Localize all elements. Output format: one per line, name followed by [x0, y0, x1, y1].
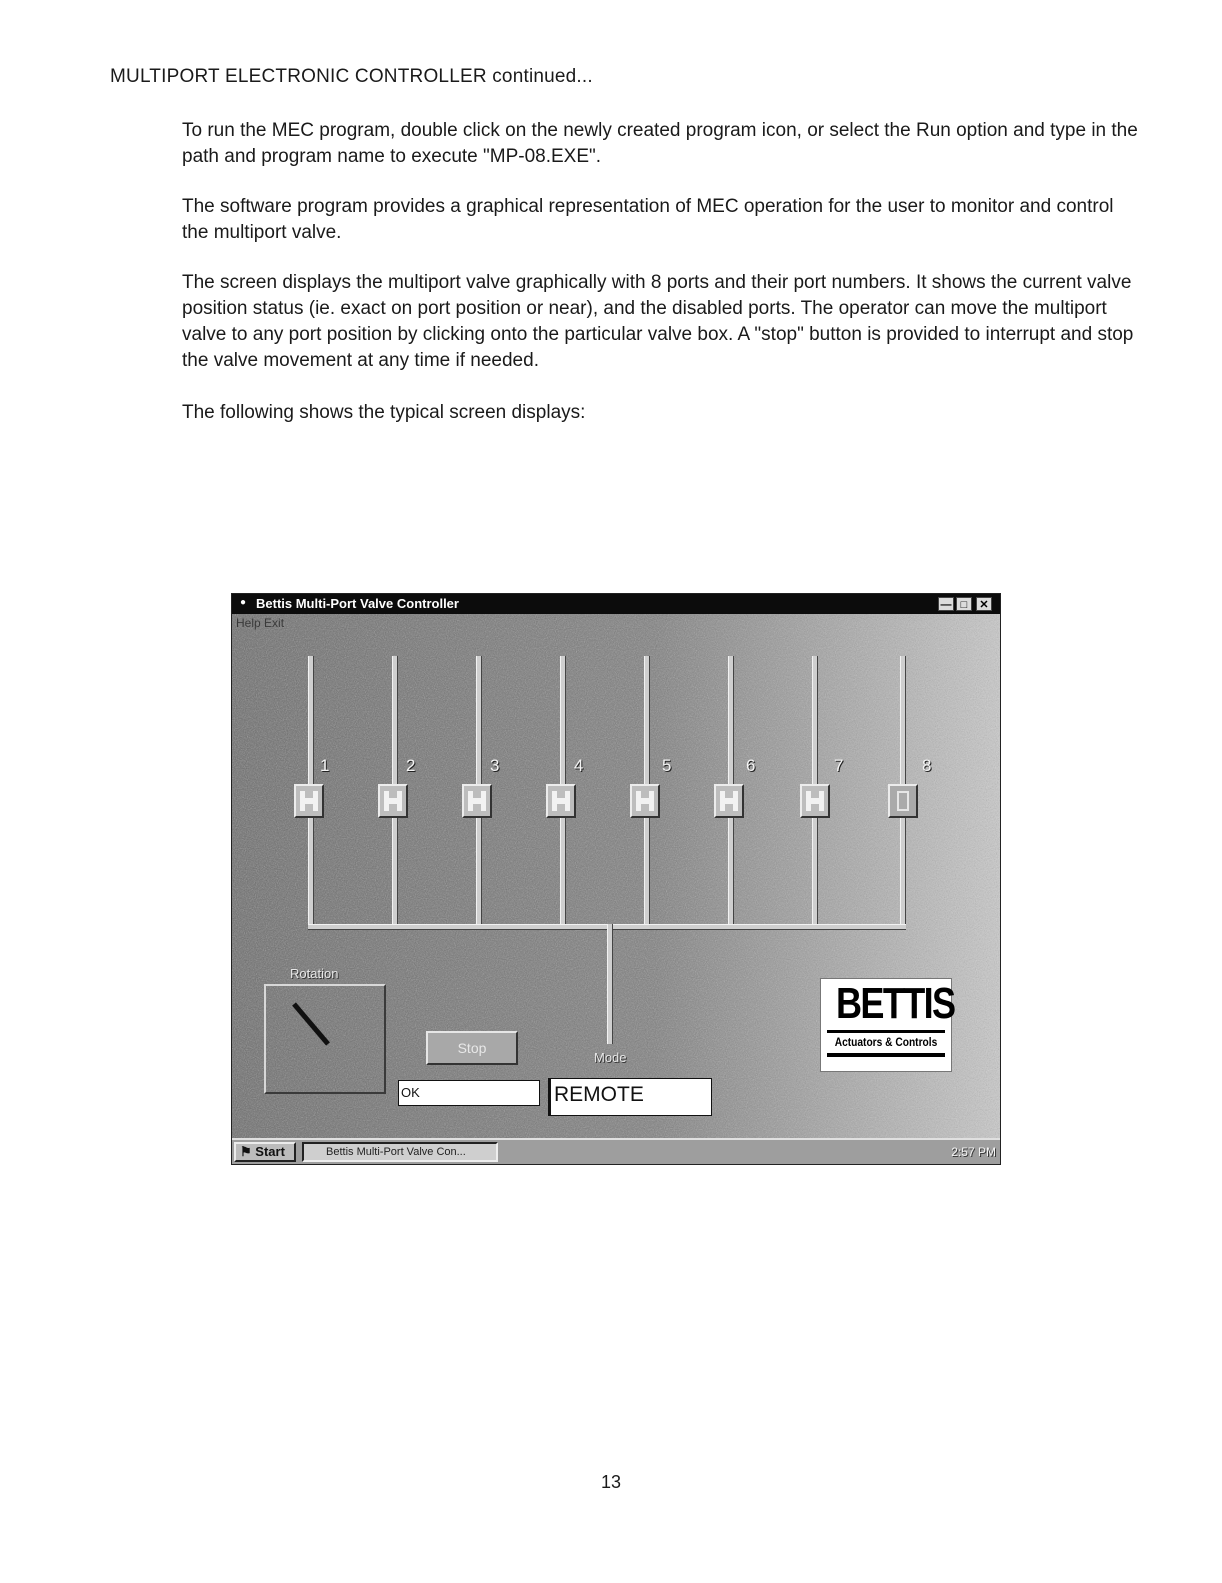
- valve-status-field: OK: [398, 1080, 540, 1106]
- valve-icon: [550, 789, 572, 813]
- window-title-bar[interactable]: [232, 594, 1000, 614]
- controller-window-screenshot: [231, 593, 1001, 1165]
- manifold-outlet-pipe: [607, 924, 613, 1044]
- logo-rule: [827, 1053, 945, 1057]
- valve-box-port-8-disabled[interactable]: [888, 784, 918, 818]
- valve-box-port-1[interactable]: [294, 784, 324, 818]
- window-title: Bettis Multi-Port Valve Controller: [256, 596, 459, 611]
- valve-icon: [634, 789, 656, 813]
- start-button[interactable]: [234, 1142, 296, 1162]
- valve-box-port-5[interactable]: [630, 784, 660, 818]
- port-number-7: 7: [834, 756, 844, 775]
- maximize-button[interactable]: [956, 597, 972, 611]
- port-number-2: 2: [406, 756, 416, 775]
- valve-icon: [382, 789, 404, 813]
- close-icon: ✕: [979, 599, 989, 611]
- port-number-1: 1: [320, 756, 330, 775]
- logo-brand: BETTIS: [835, 979, 955, 1028]
- port-number-3: 3: [490, 756, 500, 775]
- taskbar-item-valve-controller[interactable]: Bettis Multi-Port Valve Con...: [302, 1142, 498, 1162]
- mode-label: Mode: [594, 1050, 627, 1065]
- taskbar-clock: 2:57 PM: [951, 1145, 996, 1159]
- minimize-button[interactable]: [938, 597, 954, 611]
- mode-field: REMOTE: [548, 1078, 712, 1116]
- valve-box-port-7[interactable]: [800, 784, 830, 818]
- bettis-logo: [820, 978, 955, 1072]
- paragraph-run-instructions: To run the MEC program, double click on the newly created program icon, or select the Run option and type in the path and program name to execute "MP-08.EXE".: [182, 120, 1138, 167]
- paragraph-software-overview: The software program provides a graphical representation of MEC operation for the user to monitor and control the multiport valve.: [182, 196, 1114, 243]
- port-number-8: 8: [922, 756, 932, 775]
- document-header: MULTIPORT ELECTRONIC CONTROLLER continued...: [110, 66, 593, 87]
- logo-rule: [827, 1030, 945, 1033]
- menu-item-help[interactable]: Help: [236, 616, 261, 630]
- menu-item-exit[interactable]: Exit: [264, 616, 285, 630]
- valve-icon: [718, 789, 740, 813]
- rotation-label: Rotation: [290, 966, 339, 981]
- valve-box-port-4[interactable]: [546, 784, 576, 818]
- windows-taskbar: [232, 1138, 1000, 1164]
- valve-icon: [298, 789, 320, 813]
- port-number-6: 6: [746, 756, 756, 775]
- logo-tagline: Actuators & Controls: [834, 1035, 938, 1049]
- paragraph-screen-description: The screen displays the multiport valve graphically with 8 ports and their port numbers. It shows the current valve position status (ie. exact on port position or near), and the disabled ports. The operator can move the multiport valve to any port position by clicking onto the particular valve box. A "stop" button is provided to interrupt and stop the valve movement at any time if needed.: [182, 272, 1134, 371]
- port-number-4: 4: [574, 756, 584, 775]
- valve-icon: [466, 789, 488, 813]
- valve-box-port-3[interactable]: [462, 784, 492, 818]
- valve-box-port-2[interactable]: [378, 784, 408, 818]
- port-number-5: 5: [662, 756, 672, 775]
- paragraph-screen-intro: The following shows the typical screen displays:: [182, 402, 586, 423]
- rotation-needle-icon: [266, 986, 384, 1092]
- maximize-icon: □: [960, 599, 968, 611]
- valve-icon: [892, 789, 914, 813]
- page-number: 13: [600, 1472, 622, 1492]
- menu-bar: [236, 616, 284, 630]
- stop-button[interactable]: Stop: [426, 1031, 518, 1065]
- minimize-icon: —: [940, 599, 952, 611]
- close-button[interactable]: [976, 597, 992, 611]
- valve-box-port-6[interactable]: [714, 784, 744, 818]
- start-label: Start: [255, 1144, 285, 1159]
- valve-icon: [804, 789, 826, 813]
- rotation-indicator: [264, 984, 386, 1094]
- windows-flag-icon: ⚑: [240, 1144, 252, 1159]
- valve-app-icon: ●: [240, 597, 247, 608]
